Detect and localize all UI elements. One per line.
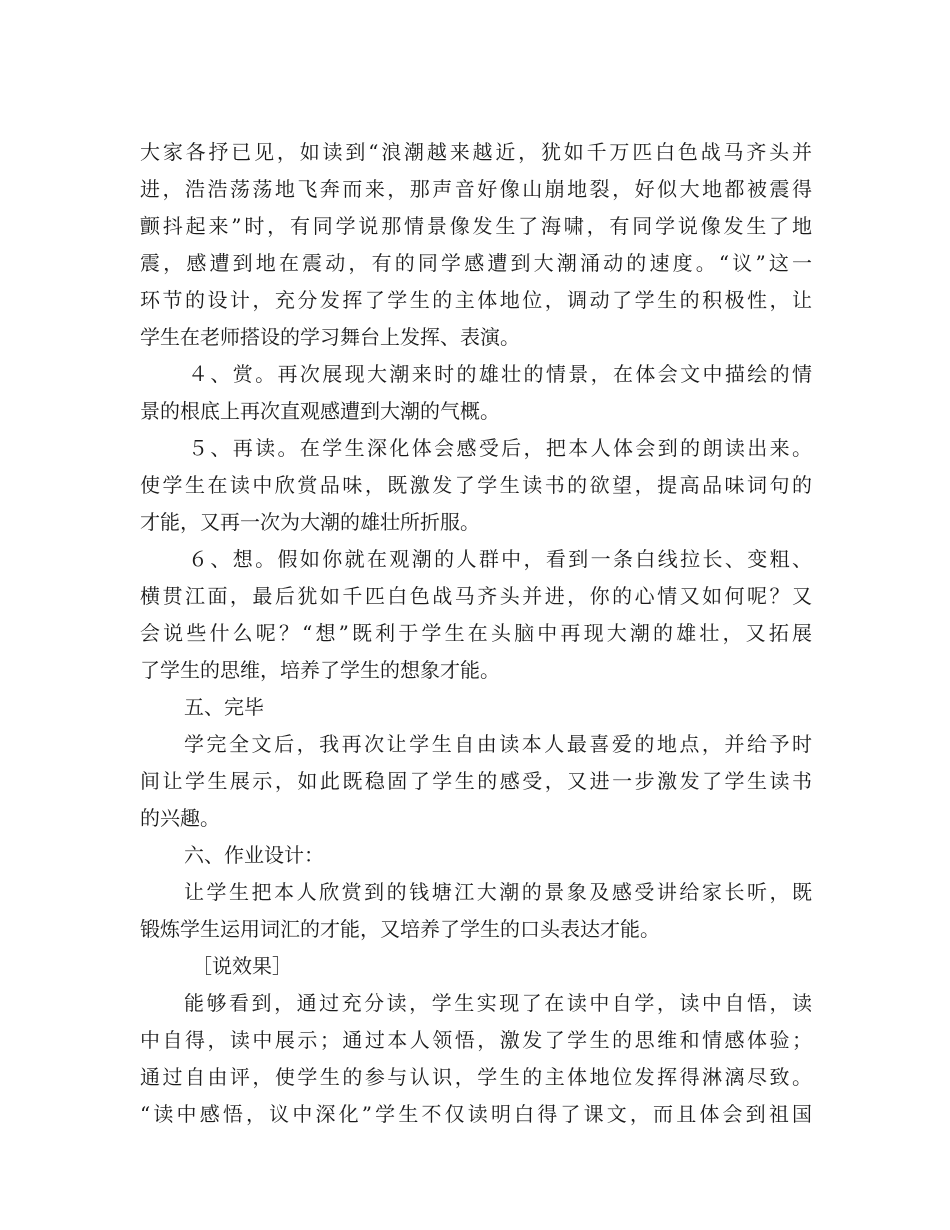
text-line: 的兴趣。 xyxy=(140,806,220,830)
text-line: 锻炼学生运用词汇的才能，又培养了学生的口头表达才能。 xyxy=(140,917,660,941)
text-line: “读中感悟，议中深化”学生不仅读明白得了课文，而且体会到祖国 xyxy=(140,1102,812,1126)
text-line: ５、再读。在学生深化体会感受后，把本人体会到的朗读出来。 xyxy=(188,436,812,460)
text-line: 让学生把本人欣赏到的钱塘江大潮的景象及感受讲给家长听，既 xyxy=(184,880,812,904)
text-line: 大家各抒已见，如读到“浪潮越来越近，犹如千万匹白色战马齐头并 xyxy=(140,140,812,164)
text-line: 学完全文后，我再次让学生自由读本人最喜爱的地点，并给予时 xyxy=(184,732,812,756)
text-line: 学生在老师搭设的学习舞台上发挥、表演。 xyxy=(140,325,520,349)
text-line: ４、赏。再次展现大潮来时的雄壮的情景，在体会文中描绘的情 xyxy=(188,362,812,386)
section-heading: ［说效果］ xyxy=(192,954,292,978)
text-line: ６、想。假如你就在观潮的人群中，看到一条白线拉长、变粗、 xyxy=(188,547,812,571)
text-line: 颤抖起来”时，有同学说那情景像发生了海啸，有同学说像发生了地 xyxy=(140,214,812,238)
text-line: 会说些什么呢？“想”既利于学生在头脑中再现大潮的雄壮，又拓展 xyxy=(140,621,812,645)
text-line: 使学生在读中欣赏品味，既激发了学生读书的欲望，提高品味词句的 xyxy=(140,473,812,497)
text-line: 才能，又再一次为大潮的雄壮所折服。 xyxy=(140,510,480,534)
document-body xyxy=(140,134,812,1133)
text-line: 通过自由评，使学生的参与认识，学生的主体地位发挥得淋漓尽致。 xyxy=(140,1065,812,1089)
text-line: 震，感遭到地在震动，有的同学感遭到大潮涌动的速度。“议”这一 xyxy=(140,251,812,275)
text-line: 间让学生展示，如此既稳固了学生的感受，又进一步激发了学生读书 xyxy=(140,769,812,793)
section-heading: 六、作业设计： xyxy=(184,843,324,867)
text-line: 能够看到，通过充分读，学生实现了在读中自学，读中自悟，读 xyxy=(184,991,812,1015)
text-line: 环节的设计，充分发挥了学生的主体地位，调动了学生的积极性，让 xyxy=(140,288,812,312)
text-line: 进，浩浩荡荡地飞奔而来，那声音好像山崩地裂，好似大地都被震得 xyxy=(140,177,812,201)
text-line: 中自得，读中展示；通过本人领悟，激发了学生的思维和情感体验； xyxy=(140,1028,812,1052)
section-heading: 五、完毕 xyxy=(184,695,264,719)
text-line: 了学生的思维，培养了学生的想象才能。 xyxy=(140,658,500,682)
text-line: 横贯江面，最后犹如千匹白色战马齐头并进，你的心情又如何呢？又 xyxy=(140,584,812,608)
text-line: 景的根底上再次直观感遭到大潮的气概。 xyxy=(140,399,500,423)
